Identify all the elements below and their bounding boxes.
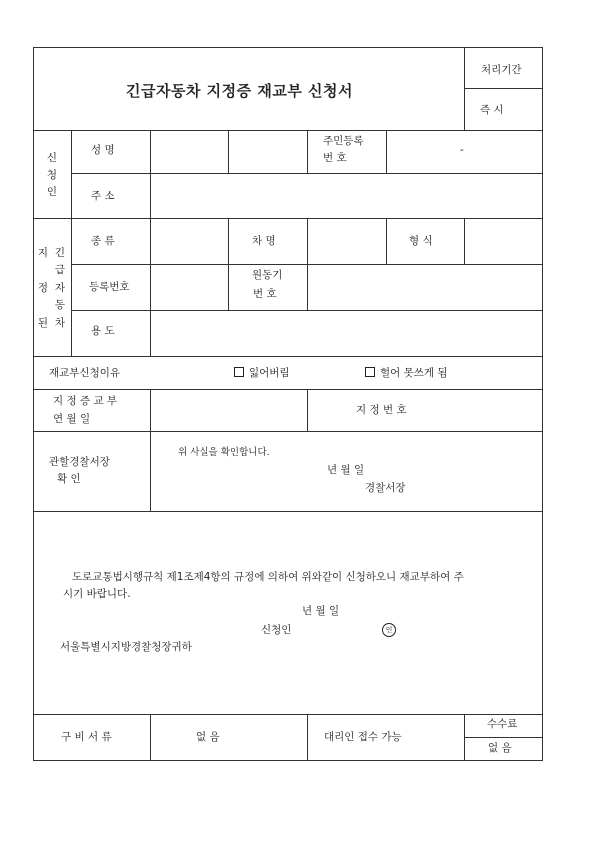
declaration-date: 년 월 일	[302, 605, 340, 617]
police-chief-signer: 경찰서장	[365, 482, 406, 494]
damaged-label: 헐어 못쓰게 됨	[380, 367, 448, 379]
vehicle-group-col2-4: 동	[54, 299, 66, 311]
type-label: 종 류	[91, 235, 115, 247]
car-name-label: 차 명	[252, 235, 276, 247]
processing-period-label: 처리기간	[481, 64, 522, 76]
col-line	[150, 130, 151, 218]
col-line	[150, 714, 151, 761]
name-label: 성 명	[91, 144, 115, 156]
col-line	[307, 130, 308, 174]
rrn-label-line1: 주민등록	[323, 135, 364, 147]
declaration-text-line2: 시기 바랍니다.	[63, 588, 131, 600]
border-right	[542, 47, 543, 761]
row-line	[33, 389, 543, 390]
row-line	[33, 511, 543, 512]
row-line	[33, 218, 543, 219]
applicant-group-label-1: 신	[46, 152, 58, 164]
row-line	[33, 431, 543, 432]
application-form	[33, 47, 543, 761]
col-line	[150, 389, 151, 511]
issue-date-label-line2: 연 월 일	[53, 413, 91, 425]
fee-label: 수수료	[487, 718, 518, 730]
applicant-group-label-3: 인	[46, 186, 58, 198]
row-line	[464, 737, 543, 738]
applicant-seal	[382, 623, 396, 637]
rrn-separator: -	[460, 144, 464, 156]
reason-option-lost[interactable]	[234, 368, 290, 379]
vehicle-group-col1-2: 정	[37, 282, 49, 294]
border-bottom	[33, 760, 543, 761]
police-confirm-label-line1: 관할경찰서장	[49, 456, 110, 468]
processing-divider	[464, 88, 543, 89]
row-line	[33, 356, 543, 357]
required-docs-label: 구 비 서 류	[61, 731, 112, 743]
header-bottom-line	[33, 130, 543, 131]
reason-option-damaged[interactable]	[365, 368, 448, 379]
vehicle-group-col2-5: 차	[54, 317, 66, 329]
col-line	[71, 130, 72, 356]
processing-period-value: 즉 시	[480, 104, 504, 116]
row-line	[71, 310, 543, 311]
police-confirm-date: 년 월 일	[327, 464, 365, 476]
applicant-group-label-2: 청	[46, 169, 58, 181]
vehicle-group-col2-3: 자	[54, 282, 66, 294]
col-line	[307, 714, 308, 761]
col-line	[228, 218, 229, 310]
police-confirm-statement: 위 사실을 확인합니다.	[178, 447, 270, 458]
border-left	[33, 47, 34, 761]
model-label: 형 식	[409, 235, 433, 247]
rrn-label-line2: 번 호	[323, 152, 347, 164]
col-line	[307, 389, 308, 431]
damaged-checkbox[interactable]	[365, 367, 375, 377]
lost-checkbox[interactable]	[234, 367, 244, 377]
declaration-text-line1: 도로교통법시행규칙 제1조제4항의 규정에 의하여 위와같이 신청하오니 재교부하여 주	[72, 571, 464, 583]
col-line	[386, 130, 387, 174]
col-line	[228, 130, 229, 174]
vehicle-group-col1-3: 된	[37, 317, 49, 329]
reissue-reason-label: 재교부신청이유	[49, 367, 121, 379]
use-label: 용 도	[91, 325, 115, 337]
fee-value: 없 음	[488, 742, 512, 754]
registration-number-label: 등록번호	[89, 281, 130, 293]
applicant-signature-label: 신청인	[261, 624, 292, 636]
designation-number-label: 지 정 번 호	[356, 404, 407, 416]
col-line	[464, 714, 465, 761]
engine-number-label-line2: 번 호	[253, 288, 277, 300]
proxy-note: 대리인 접수 가능	[324, 731, 402, 743]
vehicle-group-col1-1: 지	[37, 247, 49, 259]
col-line	[386, 218, 387, 264]
police-confirm-label-line2: 확 인	[57, 473, 81, 485]
vehicle-group-col2-2: 급	[54, 264, 66, 276]
seal-icon: 인	[382, 623, 396, 637]
address-label: 주 소	[91, 190, 115, 202]
col-line	[464, 218, 465, 264]
issue-date-label-line1: 지 정 증 교 부	[53, 395, 118, 407]
engine-number-label-line1: 원동기	[252, 269, 283, 281]
lost-label: 잃어버림	[249, 367, 290, 379]
row-line	[33, 714, 543, 715]
col-line	[307, 218, 308, 310]
border-top	[33, 47, 543, 48]
addressee: 서울특별시지방경찰청장귀하	[60, 641, 192, 653]
required-docs-value: 없 음	[196, 731, 220, 743]
col-line	[150, 218, 151, 356]
vehicle-group-col2-1: 긴	[54, 247, 66, 259]
form-title: 긴급자동차 지정증 재교부 신청서	[126, 82, 354, 100]
